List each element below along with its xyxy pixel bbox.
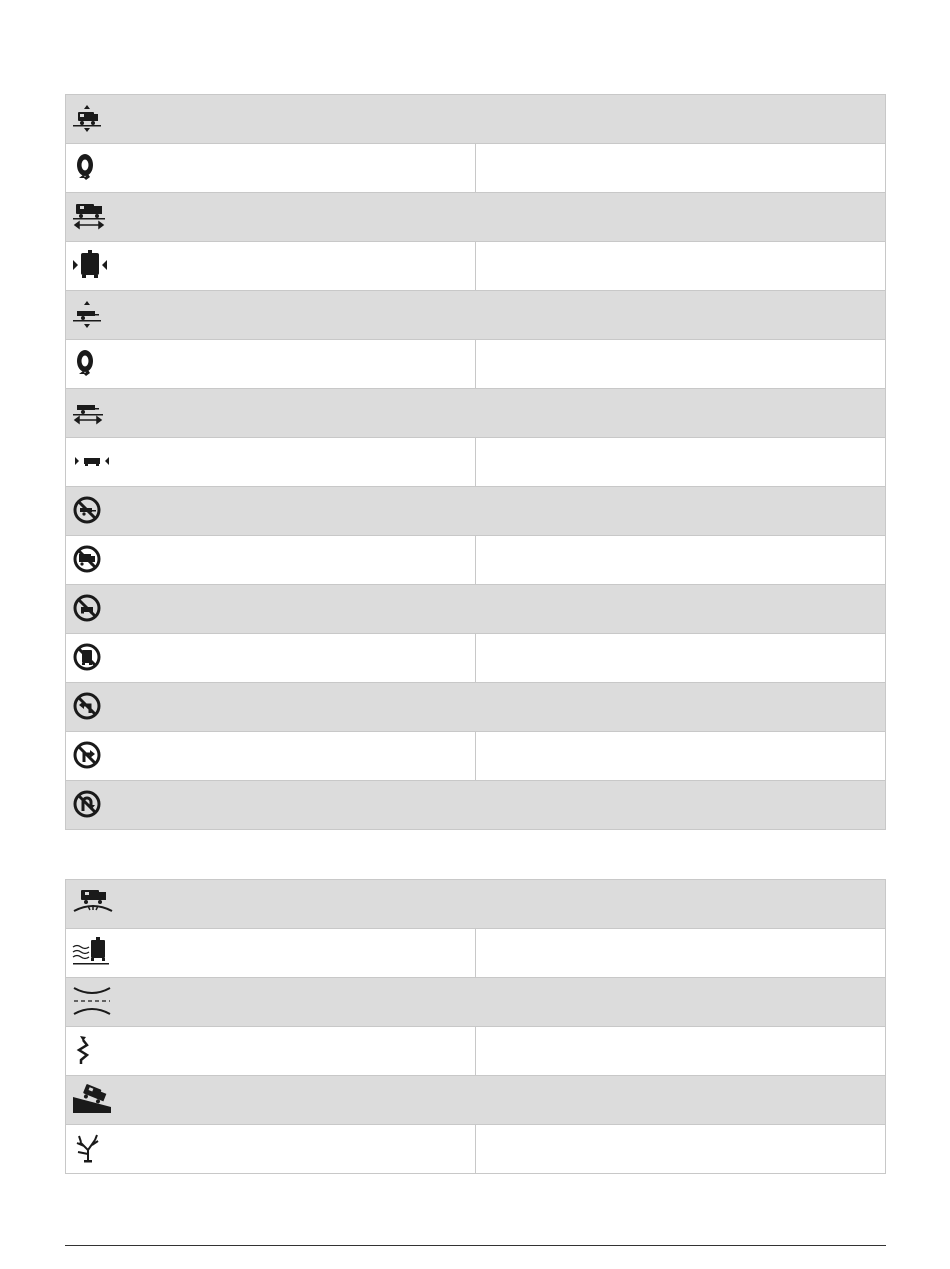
table-row — [66, 781, 886, 830]
sign-description — [476, 732, 886, 781]
no-trailers-icon — [71, 494, 113, 528]
sign-icon-cell — [66, 634, 476, 683]
sign-icon-cell — [66, 683, 886, 732]
table-row — [66, 438, 886, 487]
sign-icon-cell — [66, 193, 886, 242]
sign-description — [476, 929, 886, 978]
no-right-turn-icon — [71, 739, 113, 773]
sign-description — [476, 242, 886, 291]
rv-width-restriction-icon — [71, 249, 113, 283]
table-row — [66, 880, 886, 929]
sign-icon-cell — [66, 1125, 476, 1174]
sign-icon-cell — [66, 340, 476, 389]
axle-weight-restriction-icon — [71, 151, 113, 185]
table-row — [66, 144, 886, 193]
rv-height-restriction-icon — [71, 102, 113, 136]
warning-signs-table — [65, 94, 886, 830]
table-row — [66, 1027, 886, 1076]
no-u-turn-icon — [71, 788, 113, 822]
sharp-curve-icon — [71, 1034, 113, 1068]
rv-length-restriction-icon — [71, 200, 113, 234]
table-row — [66, 683, 886, 732]
no-trucks-icon — [71, 592, 113, 626]
sign-icon-cell — [66, 585, 886, 634]
crosswind-icon — [71, 936, 113, 970]
table-row — [66, 291, 886, 340]
table-row — [66, 585, 886, 634]
sign-description — [476, 144, 886, 193]
sign-icon-cell — [66, 978, 886, 1027]
sign-description — [476, 1125, 886, 1174]
sign-description — [476, 634, 886, 683]
sign-icon-cell — [66, 144, 476, 193]
sign-icon-cell — [66, 536, 476, 585]
sign-icon-cell — [66, 487, 886, 536]
sign-icon-cell — [66, 1076, 886, 1125]
sign-icon-cell — [66, 95, 886, 144]
table-row — [66, 487, 886, 536]
table-row — [66, 340, 886, 389]
table-row — [66, 389, 886, 438]
table-row — [66, 732, 886, 781]
sign-icon-cell — [66, 781, 886, 830]
tree-branches-icon — [71, 1132, 113, 1166]
sign-description — [476, 340, 886, 389]
steep-grade-icon — [71, 1083, 113, 1117]
sign-icon-cell — [66, 732, 476, 781]
sign-icon-cell — [66, 880, 886, 929]
rv-grounding-risk-icon — [71, 887, 113, 921]
sign-icon-cell — [66, 389, 886, 438]
table-row — [66, 978, 886, 1027]
no-left-turn-icon — [71, 690, 113, 724]
trailer-length-restriction-icon — [71, 396, 113, 430]
table-row — [66, 95, 886, 144]
table-row — [66, 1076, 886, 1125]
sign-description — [476, 536, 886, 585]
trailer-axle-weight-restriction-icon — [71, 347, 113, 381]
table-row — [66, 242, 886, 291]
table-row — [66, 193, 886, 242]
sign-description — [476, 1027, 886, 1076]
no-rvs-icon — [71, 543, 113, 577]
table-row — [66, 536, 886, 585]
sign-icon-cell — [66, 929, 476, 978]
sign-description — [476, 438, 886, 487]
trailer-width-restriction-icon — [71, 445, 113, 479]
sign-icon-cell — [66, 242, 476, 291]
sign-icon-cell — [66, 291, 886, 340]
trailer-height-restriction-icon — [71, 298, 113, 332]
sign-icon-cell — [66, 438, 476, 487]
sign-icon-cell — [66, 1027, 476, 1076]
footer-rule — [65, 1245, 886, 1246]
table-row — [66, 634, 886, 683]
narrow-road-icon — [71, 985, 113, 1019]
hazard-signs-table — [65, 879, 886, 1174]
table-row — [66, 1125, 886, 1174]
no-trucks-rear-icon — [71, 641, 113, 675]
table-row — [66, 929, 886, 978]
